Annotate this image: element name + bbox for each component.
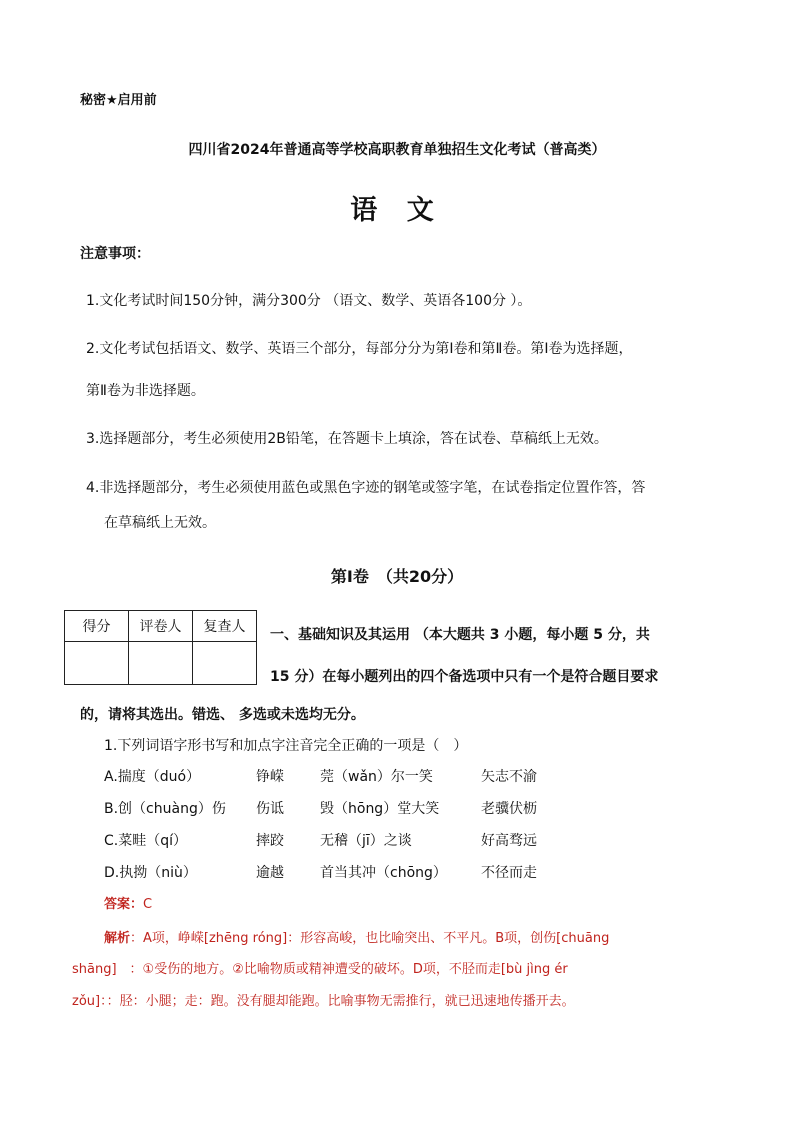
- option-b-word-2: 伤诋: [256, 801, 284, 817]
- answer-value: C: [143, 897, 153, 912]
- score-cell-grader[interactable]: [129, 642, 193, 685]
- notice-item-4: 4.非选择题部分，考生必须使用蓝色或黑色字迹的钢笔或签字笔，在试卷指定位置作答，答: [86, 480, 646, 496]
- option-a-word-4: 矢志不渝: [481, 769, 537, 785]
- explanation-line2: shāng] ：①受伤的地方。②比喻物质或精神遭受的破坏。D项，不胫而走[bù jìng ér: [72, 962, 568, 977]
- explanation-line3: zǒu]：：胫：小腿；走：跑。没有腿却能跑。比喻事物无需推行，就已迅速地传播开去。: [72, 994, 575, 1009]
- option-d-word-4: 不径而走: [481, 865, 537, 881]
- section-heading-line3: 的，请将其选出。错选、 多选或未选均无分。: [80, 707, 365, 723]
- option-a-word-3: 莞（wǎn）尔一笑: [320, 769, 433, 785]
- answer-line: [104, 893, 152, 912]
- question-stem: 1.下列词语字形书写和加点字注音完全正确的一项是（ ）: [104, 738, 468, 754]
- option-b-word-4: 老骥伏枥: [481, 801, 537, 817]
- option-c-word-1: C.菜畦（qí）: [104, 833, 188, 849]
- score-header-score: 得分: [65, 611, 129, 642]
- option-d-word-1: D.执拗（niù）: [104, 865, 197, 881]
- option-c-word-2: 摔跤: [256, 833, 284, 849]
- exam-title: 四川省2024年普通高等学校高职教育单独招生文化考试（普高类）: [188, 142, 606, 158]
- notice-item-2: 2.文化考试包括语文、数学、英语三个部分，每部分分为第Ⅰ卷和第Ⅱ卷。第Ⅰ卷为选择题，: [86, 341, 633, 357]
- score-cell-score[interactable]: [65, 642, 129, 685]
- score-header-reviewer: 复查人: [193, 611, 257, 642]
- option-c-word-4: 好高骛远: [481, 833, 537, 849]
- explanation-line1: [104, 927, 609, 946]
- option-b-word-3: 毁（hōng）堂大笑: [320, 801, 440, 817]
- section-heading-line1: 一、基础知识及其运用 （本大题共 3 小题，每小题 5 分，共: [270, 627, 650, 643]
- option-a-word-2: 铮嵘: [256, 769, 284, 785]
- volume-title: 第Ⅰ卷 （共20分）: [330, 567, 464, 586]
- section-heading-line2: 15 分）在每小题列出的四个备选项中只有一个是符合题目要求: [270, 669, 659, 685]
- score-table: [64, 610, 257, 685]
- explanation-text-1: ：A项，峥嵘[zhēng róng]：形容高峻，也比喻突出、不平凡。B项，创伤[chuāng: [130, 931, 610, 946]
- option-b-word-1: B.创（chuàng）伤: [104, 801, 226, 817]
- option-c-word-3: 无稽（jī）之谈: [320, 833, 412, 849]
- explanation-label: 解析: [104, 931, 131, 946]
- option-a-word-1: A.揣度（duó）: [104, 769, 201, 785]
- score-cell-reviewer[interactable]: [193, 642, 257, 685]
- option-d-word-2: 逾越: [256, 865, 284, 881]
- score-header-grader: 评卷人: [129, 611, 193, 642]
- notice-item-2-cont: 第Ⅱ卷为非选择题。: [86, 383, 205, 399]
- notice-item-3: 3.选择题部分，考生必须使用2B铅笔，在答题卡上填涂，答在试卷、草稿纸上无效。: [86, 431, 608, 447]
- notice-item-1: 1.文化考试时间150分钟，满分300分 （语文、数学、英语各100分 ）。: [86, 293, 532, 309]
- option-d-word-3: 首当其冲（chōng）: [320, 865, 447, 881]
- answer-label: 答案: [104, 897, 131, 912]
- confidential-mark: 秘密★启用前: [80, 93, 157, 108]
- notice-item-4-cont: 在草稿纸上无效。: [104, 515, 216, 531]
- notice-heading: 注意事项：: [80, 246, 150, 262]
- subject-title: 语 文: [350, 195, 444, 226]
- answer-separator: ：: [130, 897, 144, 912]
